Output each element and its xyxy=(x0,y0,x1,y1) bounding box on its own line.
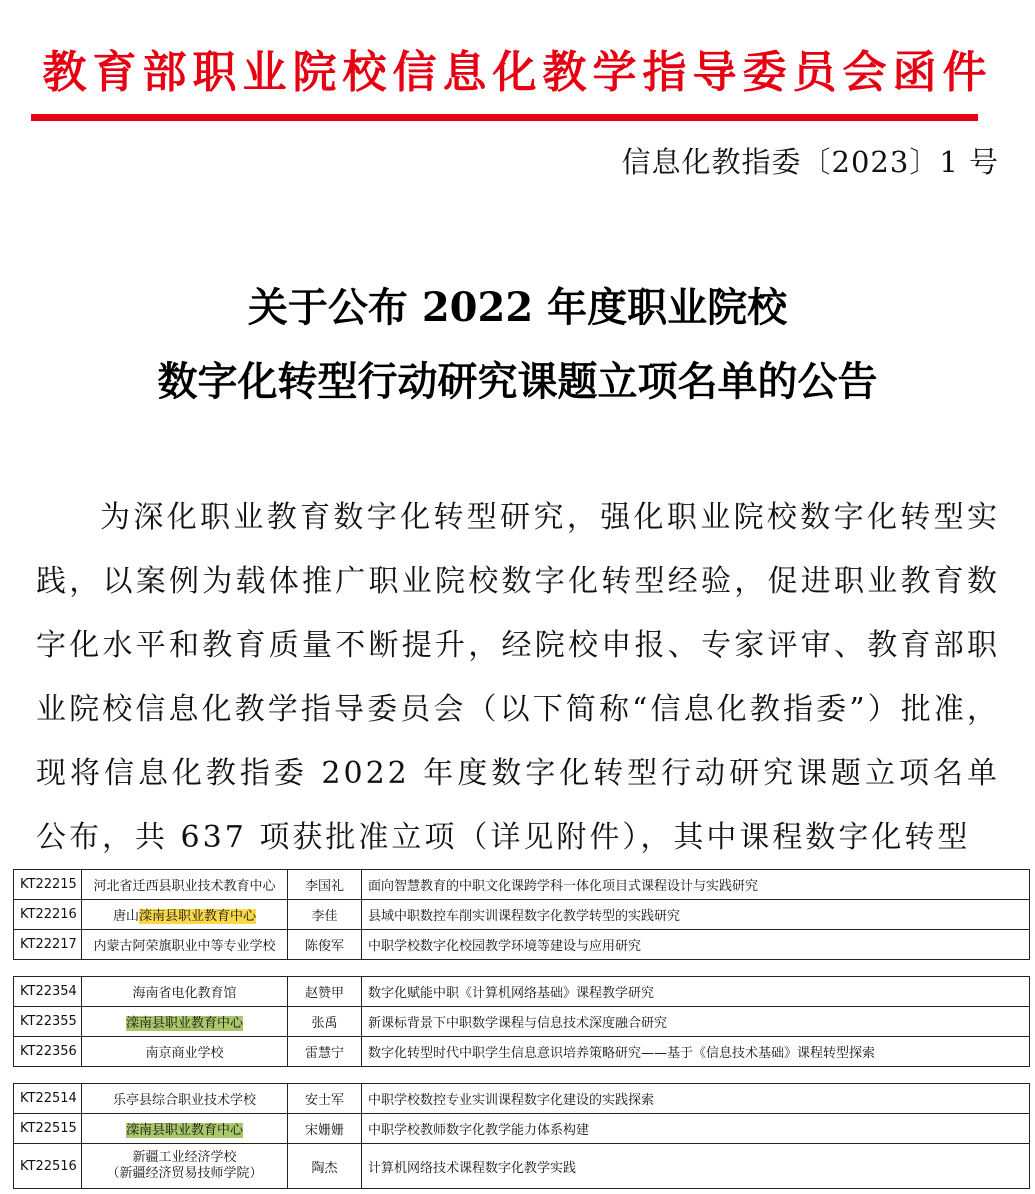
project-id: KT22515 xyxy=(14,1114,82,1144)
school-name-text: 内蒙古阿荣旗职业中等专业学校 xyxy=(93,939,276,954)
project-topic: 中职学校数字化校园教学环境等建设与应用研究 xyxy=(362,930,1030,960)
body-paragraph: 为深化职业教育数字化转型研究，强化职业院校数字化转型实践，以案例为载体推广职业院校数字化转型经验，促进职业教育数字化水平和教育质量不断提升，经院校申报、专家评审、教育部职业院校信息化教学指导委员会（以下简称“信息化教指委”）批准，现将信息化教指委 2022 年度数字化转型行动研究课题立项名单公布，共 637 项获批准立项（详见附件），其中课程数字化转型 xyxy=(36,500,1000,855)
project-topic: 新课标背景下中职数学课程与信息技术深度融合研究 xyxy=(362,1007,1030,1037)
project-leader: 陈俊军 xyxy=(288,930,362,960)
project-table-excerpt-3 xyxy=(13,1083,1030,1189)
table-row xyxy=(14,900,1030,930)
announcement-title-line1: 关于公布 2022 年度职业院校 xyxy=(247,284,788,331)
project-leader: 赵赞甲 xyxy=(288,977,362,1007)
school-name xyxy=(82,1114,288,1144)
project-leader: 安士军 xyxy=(288,1084,362,1114)
school-name xyxy=(82,977,288,1007)
school-name-text: 南京商业学校 xyxy=(145,1046,224,1061)
table-row xyxy=(14,1007,1030,1037)
table-row xyxy=(14,977,1030,1007)
school-name-text: 唐山 xyxy=(112,909,139,924)
school-name xyxy=(82,900,288,930)
school-name xyxy=(82,930,288,960)
project-leader: 陶杰 xyxy=(288,1144,362,1189)
project-leader: 宋姗姗 xyxy=(288,1114,362,1144)
school-name xyxy=(82,1084,288,1114)
table-row xyxy=(14,930,1030,960)
project-id: KT22516 xyxy=(14,1144,82,1189)
project-leader: 张禹 xyxy=(288,1007,362,1037)
school-name-highlight: 滦南县职业教育中心 xyxy=(125,1016,243,1031)
school-name-highlight: 滦南县职业教育中心 xyxy=(125,1123,243,1138)
project-topic: 计算机网络技术课程数字化教学实践 xyxy=(362,1144,1030,1189)
project-topic: 中职学校教师数字化教学能力体系构建 xyxy=(362,1114,1030,1144)
project-leader: 李佳 xyxy=(288,900,362,930)
school-name-highlight: 滦南县职业教育中心 xyxy=(139,909,257,924)
project-id: KT22355 xyxy=(14,1007,82,1037)
project-topic: 县域中职数控车削实训课程数字化教学转型的实践研究 xyxy=(362,900,1030,930)
project-id: KT22217 xyxy=(14,930,82,960)
school-name-text: 河北省迁西县职业技术教育中心 xyxy=(93,879,276,894)
project-table-excerpt-2 xyxy=(13,976,1030,1067)
school-name-text: 新疆工业经济学校 xyxy=(132,1150,237,1165)
school-name xyxy=(82,1144,288,1189)
table-row xyxy=(14,1144,1030,1189)
table-row xyxy=(14,1114,1030,1144)
project-id: KT22354 xyxy=(14,977,82,1007)
project-topic: 数字化赋能中职《计算机网络基础》课程教学研究 xyxy=(362,977,1030,1007)
project-id: KT22215 xyxy=(14,870,82,900)
school-name xyxy=(82,1007,288,1037)
document-number: 信息化教指委〔2023〕1 号 xyxy=(621,145,999,179)
org-letterhead-title: 教育部职业院校信息化教学指导委员会函件 xyxy=(42,47,993,98)
school-name-alt: （新疆经济贸易技师学院） xyxy=(106,1166,263,1181)
project-table-excerpt-1 xyxy=(13,869,1030,960)
project-id: KT22356 xyxy=(14,1037,82,1067)
school-name xyxy=(82,1037,288,1067)
letterhead-red-rule xyxy=(31,114,978,121)
table-row xyxy=(14,1037,1030,1067)
announcement-title-line2: 数字化转型行动研究课题立项名单的公告 xyxy=(157,358,878,405)
project-leader: 雷慧宁 xyxy=(288,1037,362,1067)
project-topic: 数字化转型时代中职学生信息意识培养策略研究——基于《信息技术基础》课程转型探索 xyxy=(362,1037,1030,1067)
project-leader: 李国礼 xyxy=(288,870,362,900)
project-topic: 中职学校数控专业实训课程数字化建设的实践探索 xyxy=(362,1084,1030,1114)
table-row xyxy=(14,870,1030,900)
table-row xyxy=(14,1084,1030,1114)
project-id: KT22514 xyxy=(14,1084,82,1114)
project-id: KT22216 xyxy=(14,900,82,930)
project-topic: 面向智慧教育的中职文化课跨学科一体化项目式课程设计与实践研究 xyxy=(362,870,1030,900)
school-name xyxy=(82,870,288,900)
school-name-text: 海南省电化教育馆 xyxy=(132,986,237,1001)
school-name-text: 乐亭县综合职业技术学校 xyxy=(112,1093,256,1108)
